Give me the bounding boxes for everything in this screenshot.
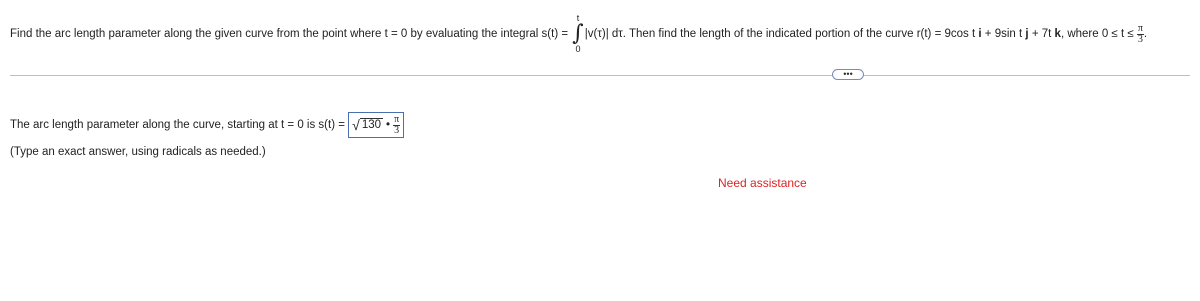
answer-prefix: The arc length parameter along the curve, starting at t = 0 is s(t) =	[10, 119, 345, 131]
integral-upper-limit: t	[576, 13, 580, 23]
question-where: , where 0 ≤ t ≤	[1060, 28, 1134, 41]
expand-ellipsis-button[interactable]: •••	[832, 69, 864, 80]
question-end: .	[1143, 28, 1148, 41]
bound-numerator: π	[1137, 22, 1143, 34]
answer-line	[10, 112, 404, 138]
unit-vector-k: k	[1054, 28, 1061, 41]
integrand: |v(τ)| dτ.	[584, 28, 627, 40]
section-divider	[10, 75, 1190, 76]
bound-denominator: 3	[1137, 33, 1143, 45]
integral-lower-limit: 0	[575, 44, 581, 54]
multiply-dot: •	[386, 119, 391, 131]
integral-bounds	[572, 14, 583, 54]
unit-vector-i: i	[978, 28, 982, 41]
integral-expression	[571, 14, 626, 54]
answer-numerator: π	[394, 113, 400, 125]
integral-sign: ∫	[572, 21, 584, 46]
question-plus-2: + 7t	[1031, 28, 1052, 41]
radical-sign: √	[352, 117, 360, 133]
radicand: 130	[361, 119, 382, 131]
question-middle: Then find the length of the indicated portion of the curve r(t) = 9cos t	[629, 28, 976, 41]
answer-denominator: 3	[394, 124, 400, 136]
answer-input-box[interactable]	[348, 112, 404, 138]
bound-fraction	[1137, 24, 1144, 45]
need-assistance-link[interactable]: Need assistance	[718, 176, 807, 190]
question-intro: Find the arc length parameter along the given curve from the point where t = 0 by evaluating the integral s(t) =	[10, 28, 569, 41]
square-root	[352, 118, 383, 132]
unit-vector-j: j	[1025, 28, 1029, 41]
question-plus-1: + 9sin t	[984, 28, 1023, 41]
question-text	[10, 14, 1147, 54]
answer-fraction	[393, 115, 400, 136]
answer-hint: (Type an exact answer, using radicals as needed.)	[10, 146, 266, 158]
